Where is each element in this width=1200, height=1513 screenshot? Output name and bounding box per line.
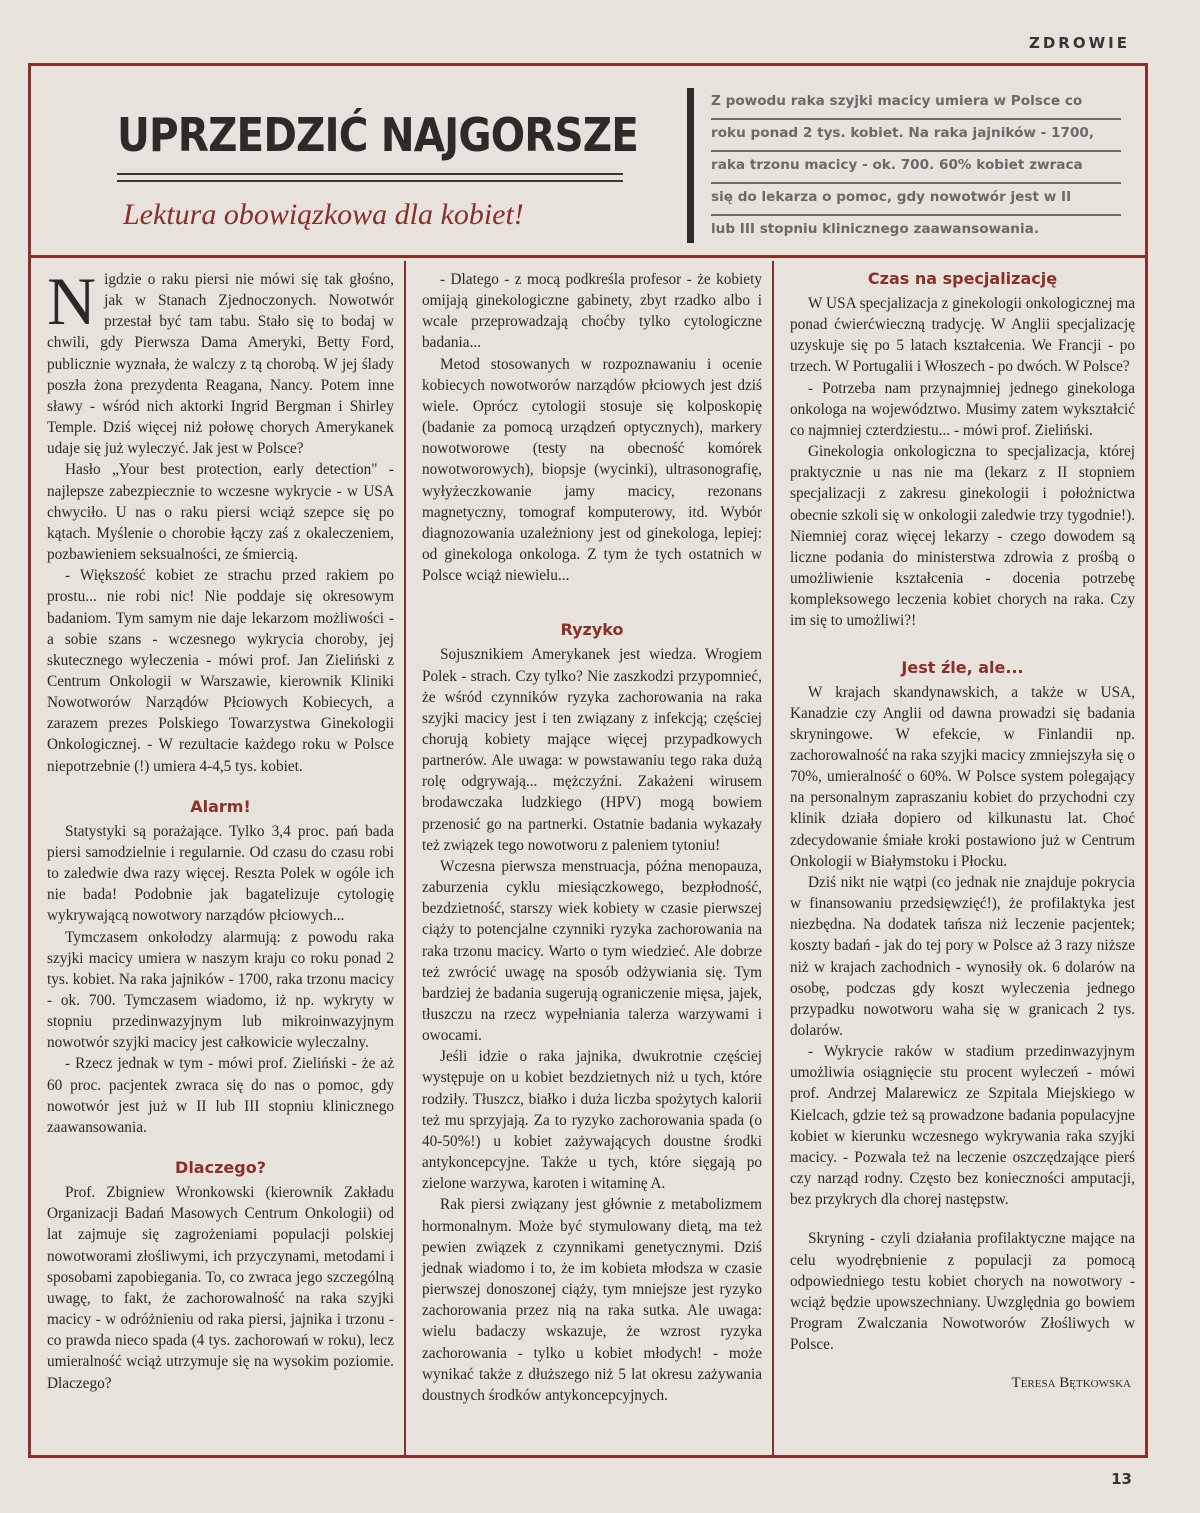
paragraph: Skryning - czyli działania profilaktyczne mające na celu wyodrębnienie z populacji za pomocą odpowiedniego testu kobiet chorych na nowotwory - wciąż będzie upowszechniany. Uwzględnia go bowiem Program Zwalczania Nowotworów Złośliwych w Polsce.	[790, 1230, 1135, 1354]
drop-cap: N	[47, 263, 97, 339]
article-header	[31, 66, 1145, 258]
headline-rule-top	[117, 173, 623, 175]
paragraph: Tymczasem onkolodzy alarmują: z powodu raka szyjki macicy umiera w naszym kraju co roku ponad 2 tys. kobiet. Na raka jajników - 1700, raka trzonu macicy - ok. 700. Tymczasem wiadomo, iż np. wykryty w stopniu przedinwazyjnym lub mikroinwazyjnym nowotwór szyjki macicy jest całkowicie wyleczalny.	[47, 928, 394, 1052]
paragraph-gap	[790, 1210, 1135, 1228]
paragraph: Metod stosowanych w rozpoznawaniu i ocenie kobiecych nowotworów narządów płciowych jest dziś wiele. Oprócz cytologii stosuje się kolposkopię (badanie za pomocą urządzeń optycznych), markery nowotworowe (testy na obecność komórek nowotworowych), biopsje (wycinki), ultrasonografię, wyłyżeczkowanie jamy macicy, rezonans magnetyczny, tomograf komputerowy, itd. Wybór diagnozowania uzależniony jest od ginekologa, lepiej: od ginekologa onkologa. Z tym że tych ostatnich w Polsce wciąż niewielu...	[422, 355, 762, 585]
paragraph: - Potrzeba nam przynajmniej jednego ginekologa onkologa na województwo. Musimy zatem wykształcić co najmniej czterdziestu... - mówi prof. Zieliński.	[790, 379, 1135, 439]
paragraph	[47, 263, 394, 459]
pullquote-line: Z powodu raka szyjki macicy umiera w Polsce co	[711, 88, 1121, 120]
paragraph: Rak piersi związany jest głównie z metabolizmem hormonalnym. Może być stymulowany dietą, ma też pewien związek z czynnikami genetycznymi. Dziś jednak wiadomo i to, że im kobieta młodsza w czasie pierwszej donoszonej ciąży, tym mniejsze jest ryzyko zachorowania przez nią na raka sutka. Ale uwaga: wielu badaczy wskazuje, że wzrost ryzyka zachorowania - tylko u kobiet młodych! - może wynikać także z dłuższego niż 5 lat okresu zażywania doustnych środków antykoncepcyjnych.	[422, 1196, 762, 1404]
subheading-why: Dlaczego?	[175, 1158, 266, 1178]
subheading-bad-but: Jest źle, ale...	[901, 657, 1024, 677]
subheading-risk: Ryzyko	[560, 620, 624, 640]
author-byline: Teresa Bętkowska	[1011, 1375, 1131, 1392]
pullquote-line: lub III stopniu klinicznego zaawansowania.	[711, 221, 1039, 237]
deck: Lektura obowiązkowa dla kobiet!	[123, 198, 524, 231]
headline-rule-bottom	[117, 180, 623, 182]
pullquote-line: się do lekarza o pomoc, gdy nowotwór jest w II	[711, 184, 1121, 216]
headline: UPRZEDZIĆ NAJGORSZE	[117, 108, 639, 162]
paragraph: Jeśli idzie o raka jajnika, dwukrotnie częściej występuje on u kobiet bezdzietnych niż u tych, które rodziły. Tłuszcz, białko i duża liczba spożytych kalorii też mu sprzyjają. Za to ryzyko zachorowania spada (o 40-50%!) u kobiet zażywających doustne środki antykoncepcyjne. Także u tych, które sięgają po zielone warzywa, karoten i witaminę A.	[422, 1048, 762, 1193]
paragraph: Ginekologia onkologiczna to specjalizacja, której praktycznie u nas nie ma (lekarz z II stopniem specjalizacji z zakresu ginekologii i położnictwa obecnie szkoli się w onkologii zaledwie trzy tygodnie!). Niemniej coraz więcej lekarzy - czego dowodem są liczne podania do ministerstwa zdrowia z prośbą o umożliwienie kształcenia - docenia potrzebę kompleksowego leczenia kobiet chorych na raka. Czy im się to umożliwi?!	[790, 443, 1135, 630]
paragraph: W krajach skandynawskich, a także w USA, Kanadzie czy Anglii od dawna prowadzi się badania skryningowe. W efekcie, w Finlandii np. zachorowalność na raka szyjki macicy zmniejszyła się o 70%, umieralność o 60%. W Polsce system polegający na personalnym zapraszaniu kobiet do przychodni czy klinik działa dopiero od kilkunastu lat. Choć zdecydowanie śmiałe kroki postawiono już w Centrum Onkologii w Białymstoku i Płocku.	[790, 683, 1135, 870]
paragraph-text: igdzie o raku piersi nie mówi się tak głośno, jak w Stanach Zjednoczonych. Nowotwór przestał być tam tabu. Stało się to bodaj w chwili, gdy Pierwsza Dama Ameryki, Betty Ford, publicznie wyznała, że walczy z tą chorobą. W jej ślady poszła żona prezydenta Reagana, Nancy. Potem inne sławy - wśród nich aktorki Ingrid Bergman i Shirley Temple. Dziś więcej niż połowę chorych Amerykanek udaje się już wyleczyć. Jak jest w Polsce?	[47, 271, 394, 458]
paragraph: Hasło „Your best protection, early detection" - najlepsze zabezpiecznie to wczesne wykrycie - w USA chwyciło. U nas o raku piersi wciąż szepce się po kątach. Myślenie o chorobie łączy zaś z okaleczeniem, pozbawieniem seksualności, ze śmiercią.	[47, 461, 394, 564]
paragraph: Wczesna pierwsza menstruacja, późna menopauza, zaburzenia cyklu miesiączkowego, bezpłodność, bezdzietność, starszy wiek kobiety w czasie pierwszej ciąży to potencjalne czynniki ryzyka zachorowania na raka trzonu macicy. Warto o tym wiedzieć. Ale dobrze też zwrócić uwagę na sposób odżywiania się. Tym bardziej że badania sugerują ograniczenie mięsa, jajek, tłuszczu na rzecz wypełniania talerza warzywami i owocami.	[422, 857, 762, 1045]
paragraph: - Wykrycie raków w stadium przedinwazyjnym umożliwia osiągnięcie stu procent wyleczeń - mówi prof. Andrzej Malarewicz ze Szpitala Miejskiego w Kielcach, gdzie też są prowadzone badania populacyjne kobiet w kierunku wczesnego wykrywania raka szyjki macicy. - Pozwala też na leczenie oszczędzające pierś czy narząd rodny. Często bez konieczności amputacji, bez przykrych dla chorej następstw.	[790, 1043, 1135, 1209]
article-frame	[28, 63, 1148, 1458]
pullquote-bar	[687, 88, 694, 243]
paragraph: - Dlatego - z mocą podkreśla profesor - że kobiety omijają ginekologiczne gabinety, zbyt rzadko albo i wcale przeprowadzają choćby tylko cytologiczne badania...	[422, 271, 762, 352]
pullquote	[711, 88, 1121, 248]
paragraph: Sojusznikiem Amerykanek jest wiedza. Wrogiem Polek - strach. Czy tylko? Nie zaszkodzi przypomnieć, że wśród czynników ryzyka zachorowania na raka szyjki macicy jest i ten związany z infekcją; częściej chorują kobiety mające więcej przypadkowych partnerów. Ale uwaga: w powstawaniu tego raka dużą rolę odgrywają... mężczyźni. Zakażeni wirusem brodawczaka ludzkiego (HPV) mogą bowiem przenosić go na partnerki. Ostatnie badania wykazały też związek tego nowotworu z paleniem tytoniu!	[422, 646, 762, 854]
pullquote-line: roku ponad 2 tys. kobiet. Na raka jajników - 1700,	[711, 120, 1121, 152]
article-column-3	[774, 261, 1145, 1455]
pullquote-line: raka trzonu macicy - ok. 700. 60% kobiet zwraca	[711, 152, 1121, 184]
section-label: ZDROWIE	[1028, 34, 1130, 52]
paragraph: Dziś nikt nie wątpi (co jednak nie znajduje pokrycia w finansowaniu przedsięwzięć!), że profilaktyka jest niezbędna. Na dodatek tańsza niż leczenie pacjentek; koszty badań - jak do tej pory w Polsce aż 3 razy niższe niż w krajach zachodnich - wynosiły ok. 6 dolarów na osobę, podczas gdy koszt wyleczenia jednego przypadku nowotworu waha się w granicach 2 tys. dolarów.	[790, 873, 1135, 1039]
paragraph: - Rzecz jednak w tym - mówi prof. Zieliński - że aż 60 proc. pacjentek zwraca się do nas o pomoc, gdy nowotwór jest już w II lub III stopniu klinicznego zaawansowania.	[47, 1055, 394, 1136]
subheading-specialization: Czas na specjalizację	[867, 269, 1058, 288]
paragraph: W USA specjalizacja z ginekologii onkologicznej ma ponad ćwierćwieczną tradycję. W Anglii specjalizację uzyskuje się po 5 latach kształcenia. We Francji - po trzech. W Portugalii i Włoszech - po dwóch. W Polsce?	[790, 295, 1135, 376]
page-number: 13	[1111, 1470, 1132, 1488]
paragraph: - Większość kobiet ze strachu przed rakiem po prostu... nie robi nic! Nie poddaje się okresowym badaniom. Tym samym nie daje lekarzom możliwości - a sobie szans - wczesnego wykrycia choroby, jej skutecznego wyleczenia - mówi prof. Jan Zieliński z Centrum Onkologii w Warszawie, kierownik Kliniki Nowotworów Narządów Płciowych Kobiecych, a zarazem prezes Polskiego Towarzystwa Ginekologii Onkologicznej. - W rezultacie każdego roku w Polsce niepotrzebnie (!) umiera 4-4,5 tys. kobiet.	[47, 567, 394, 775]
paragraph: Statystyki są porażające. Tylko 3,4 proc. pań bada piersi samodzielnie i regularnie. Od czasu do czasu robi to zaledwie dwa razy więcej. Reszta Polek w ogóle ich nie bada! Podobnie jak bagatelizuje cytologię wykrywającą nowotwory narządów płciowych...	[47, 822, 394, 925]
paragraph: Prof. Zbigniew Wronkowski (kierownik Zakładu Organizacji Badań Masowych Centrum Onkologii) od lat zajmuje się zagrożeniami populacji polskiej nowotworami złośliwymi, ich przyczynami, metodami i sposobami zapobiegania. To, co zwraca jego szczególną uwagę, to fakt, że zachorowalność na raka szyjki macicy - w odróżnieniu od raka piersi, jajnika i trzonu - co prawda nieco spada (4 tys. zachorowań w roku), lecz umieralność wciąż utrzymuje się na wysokim poziomie. Dlaczego?	[47, 1184, 394, 1392]
article-column-1	[31, 261, 406, 1455]
subheading-alarm: Alarm!	[190, 796, 251, 816]
article-column-2	[406, 261, 774, 1455]
